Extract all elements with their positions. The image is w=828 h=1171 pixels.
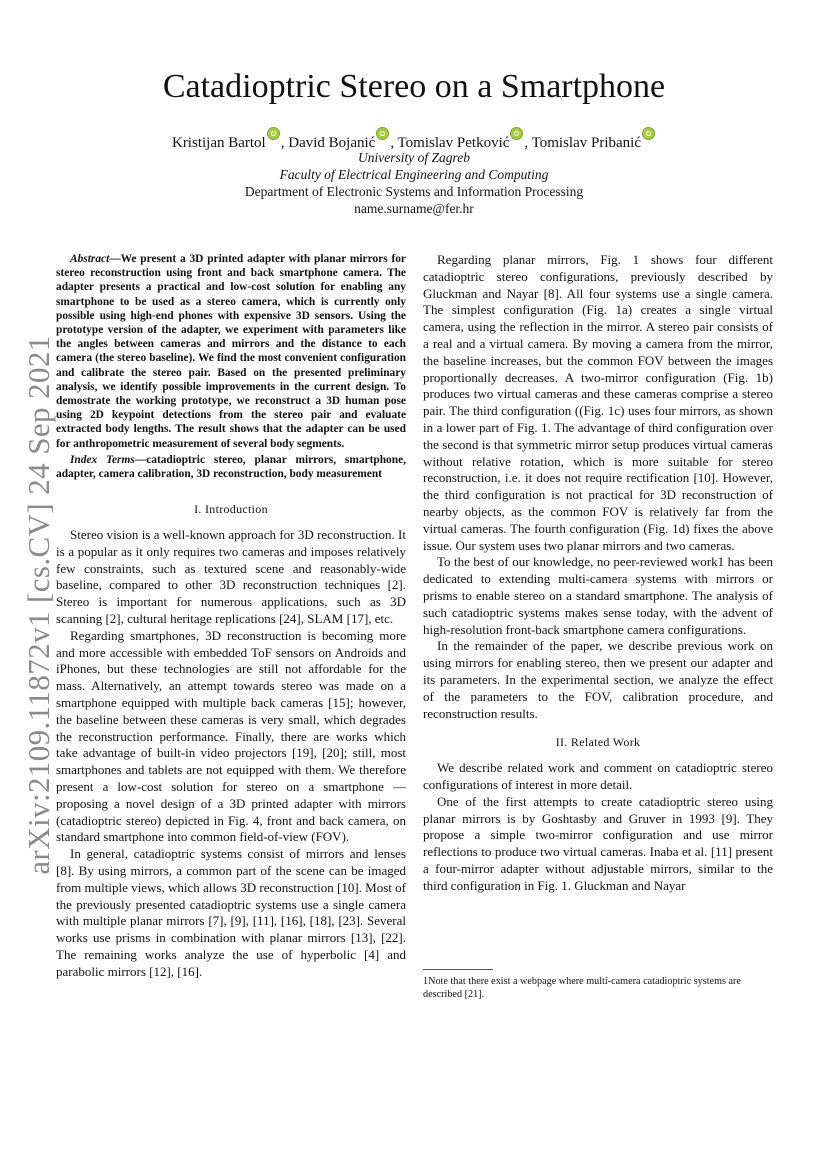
affiliation-department: Department of Electronic Systems and Information Processing	[244, 184, 584, 199]
arxiv-identifier-stamp	[17, 335, 61, 875]
abstract	[56, 252, 406, 451]
arxiv-identifier: arXiv:2109.11872v1 [cs.CV] 24 Sep 2021	[21, 335, 56, 875]
intro-paragraph: In general, catadioptric systems consist of mirrors and lenses [8]. By using mirrors, a common part of the scene can be imaged from multiple views, which allows 3D reconstruction [10]. Most of the previously presented catadioptric systems use a single camera with multiple planar mirrors [7], [9], [11], [16], [18], [23]. Several works use prisms in combination with planar mirrors [13], [22]. The remaining works analyze the use of hyperbolic [4] and parabolic mirrors [12], [16].	[56, 846, 406, 979]
orcid-icon[interactable]	[642, 127, 655, 140]
intro-paragraph: Regarding smartphones, 3D reconstruction is becoming more and more accessible with embedded ToF sensors on Androids and iPhones, but these technologies are still not affordable for the mass. Alternatively, an attempt towards stereo was made on a smartphone equipped with multiple back cameras [15]; however, the baseline between these cameras is very small, which degrades the reconstruction performance. Finally, there are works which take advantage of built-in video projectors [19], [20]; still, most smartphones and tablets are not equipped with them. We therefore present a low-cost solution for stereo on a smartphone — proposing a novel design of a 3D printed adapter with mirrors (catadioptric stereo) depicted in Fig. 4, front and back camera, on standard smartphone into common field-of-view (FOV).	[56, 627, 406, 845]
author-name: David Bojanić	[288, 135, 376, 151]
paper-title: Catadioptric Stereo on a Smartphone	[162, 68, 666, 105]
left-column	[56, 252, 406, 979]
index-terms-lead: Index Terms	[70, 453, 135, 466]
author-name: Kristijan Bartol	[171, 135, 266, 151]
author-list: Kristijan Bartol , David Bojanić , Tomislav Petković , Tomislav Pribanić	[0, 128, 828, 152]
orcid-icon[interactable]	[267, 127, 280, 140]
footnote: 1Note that there exist a webpage where multi-camera catadioptric systems are described [21].	[423, 976, 741, 1000]
author-name: Tomislav Pribanić	[531, 135, 641, 151]
abstract-lead: Abstract	[70, 253, 110, 265]
affiliation-faculty: Faculty of Electrical Engineering and Computing	[279, 167, 549, 182]
related-paragraph: We describe related work and comment on catadioptric stereo configurations of interest in more detail.	[423, 760, 773, 792]
index-terms	[56, 453, 406, 481]
right-column	[423, 252, 773, 894]
orcid-icon[interactable]	[376, 127, 389, 140]
author-name: Tomislav Petković	[397, 135, 510, 151]
footnote-rule	[423, 969, 493, 970]
author-email: name.surname@fer.hr	[354, 201, 474, 216]
orcid-icon[interactable]	[510, 127, 523, 140]
affiliation-university: University of Zagreb	[358, 150, 470, 165]
intro-paragraph: To the best of our knowledge, no peer-reviewed work1 has been dedicated to extending multi-camera systems with mirrors or prisms to enable stereo on a standard smartphone. The analysis of such catadioptric systems makes sense today, with the advent of high-resolution front-back smartphone camera configurations.	[423, 554, 773, 637]
intro-paragraph: Regarding planar mirrors, Fig. 1 shows four different catadioptric stereo configurations, previously described by Gluckman and Nayar [8]. All four systems use a single camera. The simplest configuration (Fig. 1a) creates a single virtual camera, using the reflection in the mirror. A stereo pair consists of a real and a virtual camera. By moving a camera from the mirror, the baseline increases, but the common FOV between the images proportionally decreases. A two-mirror configuration (Fig. 1b) produces two virtual cameras and these cameras comprise a stereo pair. The third configuration ((Fig. 1c) uses four mirrors, as shown in a lower part of Fig. 1. The advantage of third configuration over the second is that symmetric mirror setup produces virtual cameras without relative rotation, which is more suitable for stereo reconstruction, i.e. it does not require rectification [10]. However, the third configuration is not practical for 3D reconstruction of nearby objects, as the common FOV is relatively far from the virtual cameras. The fourth configuration (Fig. 1d) fixes the above issue. Our system uses two planar mirrors and two cameras.	[423, 252, 773, 553]
related-paragraph: One of the first attempts to create catadioptric stereo using planar mirrors is by Goshtasby and Gruver in 1993 [9]. They propose a simple two-mirror configuration and use mirror reflections to produce two virtual cameras. Inaba et al. [11] present a four-mirror adapter without adjustable mirrors, similar to the third configuration in Fig. 1. Gluckman and Nayar	[423, 793, 773, 893]
intro-paragraph: Stereo vision is a well-known approach for 3D reconstruction. It is a popular as it only requires two cameras and imposes relatively few constraints, such as textured scene and reasonably-wide baseline, compared to other 3D reconstruction techniques [2]. Stereo is important for numerous applications, such as 3D scanning [2], cultural heritage replications [24], SLAM [17], etc.	[56, 527, 406, 627]
intro-paragraph: In the remainder of the paper, we describe previous work on using mirrors for enabling stereo, then we present our adapter and its parameters. In the experimental section, we analyze the effect of the parameters to the FOV, calibration procedure, and reconstruction results.	[423, 638, 773, 721]
section-heading-introduction: I. Introduction	[194, 502, 268, 517]
index-terms-text: —catadioptric stereo, planar mirrors, smartphone, adapter, camera calibration, 3D reconstruction, body measurement	[56, 453, 406, 481]
abstract-text: —We present a 3D printed adapter with planar mirrors for stereo reconstruction using front and back smartphone camera. The adapter presents a practical and low-cost solution for enabling any smartphone to be used as a stereo camera, which is currently only possible using high-end phones with expensive 3D sensors. Using the prototype version of the adapter, we experiment with parameters like the angles between cameras and mirrors and the distance to each camera (the stereo baseline). We find the most convenient configuration and calibrate the stereo pair. Based on the presented preliminary analysis, we identify possible improvements in the current design. To demostrate the working prototype, we reconstruct a 3D human pose using 2D keypoint detections from the stereo pair and evaluate extracted body lengths. The result shows that the adapter can be used for anthropometric measurement of several body segments.	[56, 253, 406, 450]
section-heading-related-work: II. Related Work	[555, 735, 641, 750]
